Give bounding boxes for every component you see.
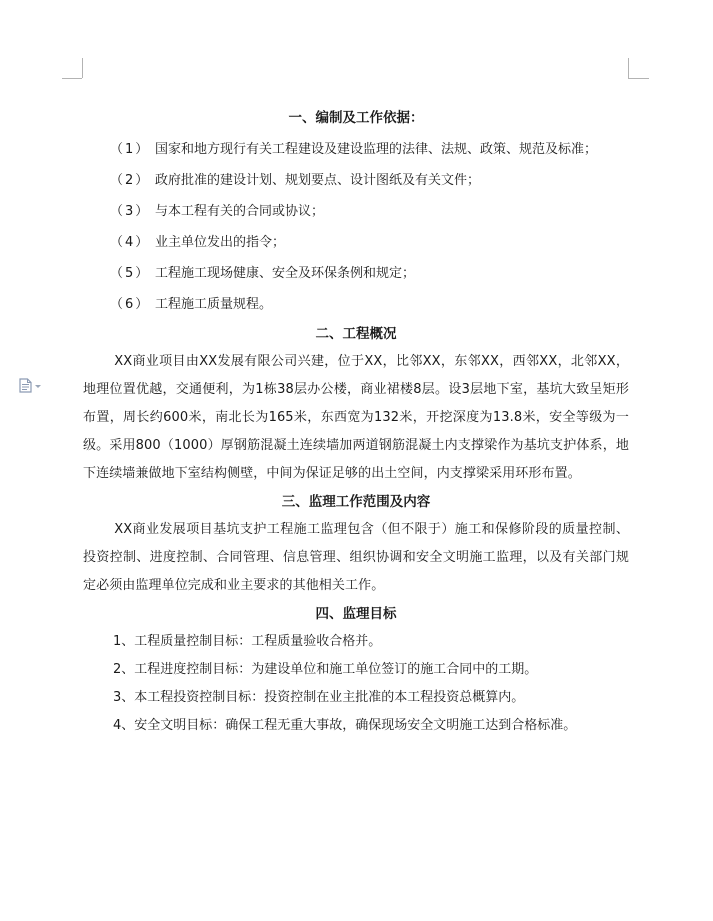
objectives-list [83,628,629,740]
section-heading-overview: 二、工程概况 [315,326,397,342]
document-page [83,104,629,740]
list-item: （6） 工程施工质量规程。 [110,297,273,312]
list-item: 2、工程进度控制目标：为建设单位和施工单位签订的施工合同中的工期。 [113,662,538,677]
list-item: （3） 与本工程有关的合同或协议； [110,204,325,219]
basis-list [83,134,629,320]
list-item: （1） 国家和地方现行有关工程建设及建设监理的法律、法规、政策、规范及标准； [110,142,598,157]
list-item: （2） 政府批准的建设计划、规划要点、设计图纸及有关文件； [110,173,481,188]
section-heading-scope: 三、监理工作范围及内容 [281,494,431,510]
chevron-down-icon [35,385,41,388]
list-item: 4、安全文明目标：确保工程无重大事故，确保现场安全文明施工达到合格标准。 [113,718,577,733]
list-item: （4） 业主单位发出的指令； [110,235,286,250]
section-heading-basis: 一、编制及工作依据： [288,110,424,126]
list-item: （5） 工程施工现场健康、安全及环保条例和规定； [110,266,416,281]
list-item: 1、工程质量控制目标：工程质量验收合格并。 [113,634,382,649]
section-heading-objectives: 四、监理目标 [315,606,397,622]
document-comment-icon[interactable] [19,378,41,393]
list-item: 3、本工程投资控制目标：投资控制在业主批准的本工程投资总概算内。 [113,690,525,705]
overview-paragraph: XX商业项目由XX发展有限公司兴建，位于XX，比邻XX，东邻XX，西邻XX，北邻XX，地理位置优越，交通便利，为1栋38层办公楼，商业裙楼8层。设3层地下室，基坑大致呈矩形布置，周长约600米，南北长为165米，东西宽为132米，开挖深度为13.8米，安全等级为一级。采用800（1000）厚钢筋混凝土连续墙加两道钢筋混凝土内支撑梁作为基坑支护体系，地下连续墙兼做地下室结构侧壁，中间为保证足够的出土空间，内支撑梁采用环形布置。 [83,354,629,481]
scope-paragraph: XX商业发展项目基坑支护工程施工监理包含（但不限于）施工和保修阶段的质量控制、投资控制、进度控制、合同管理、信息管理、组织协调和安全文明施工监理，以及有关部门规定必须由监理单位完成和业主要求的其他相关工作。 [83,522,629,593]
